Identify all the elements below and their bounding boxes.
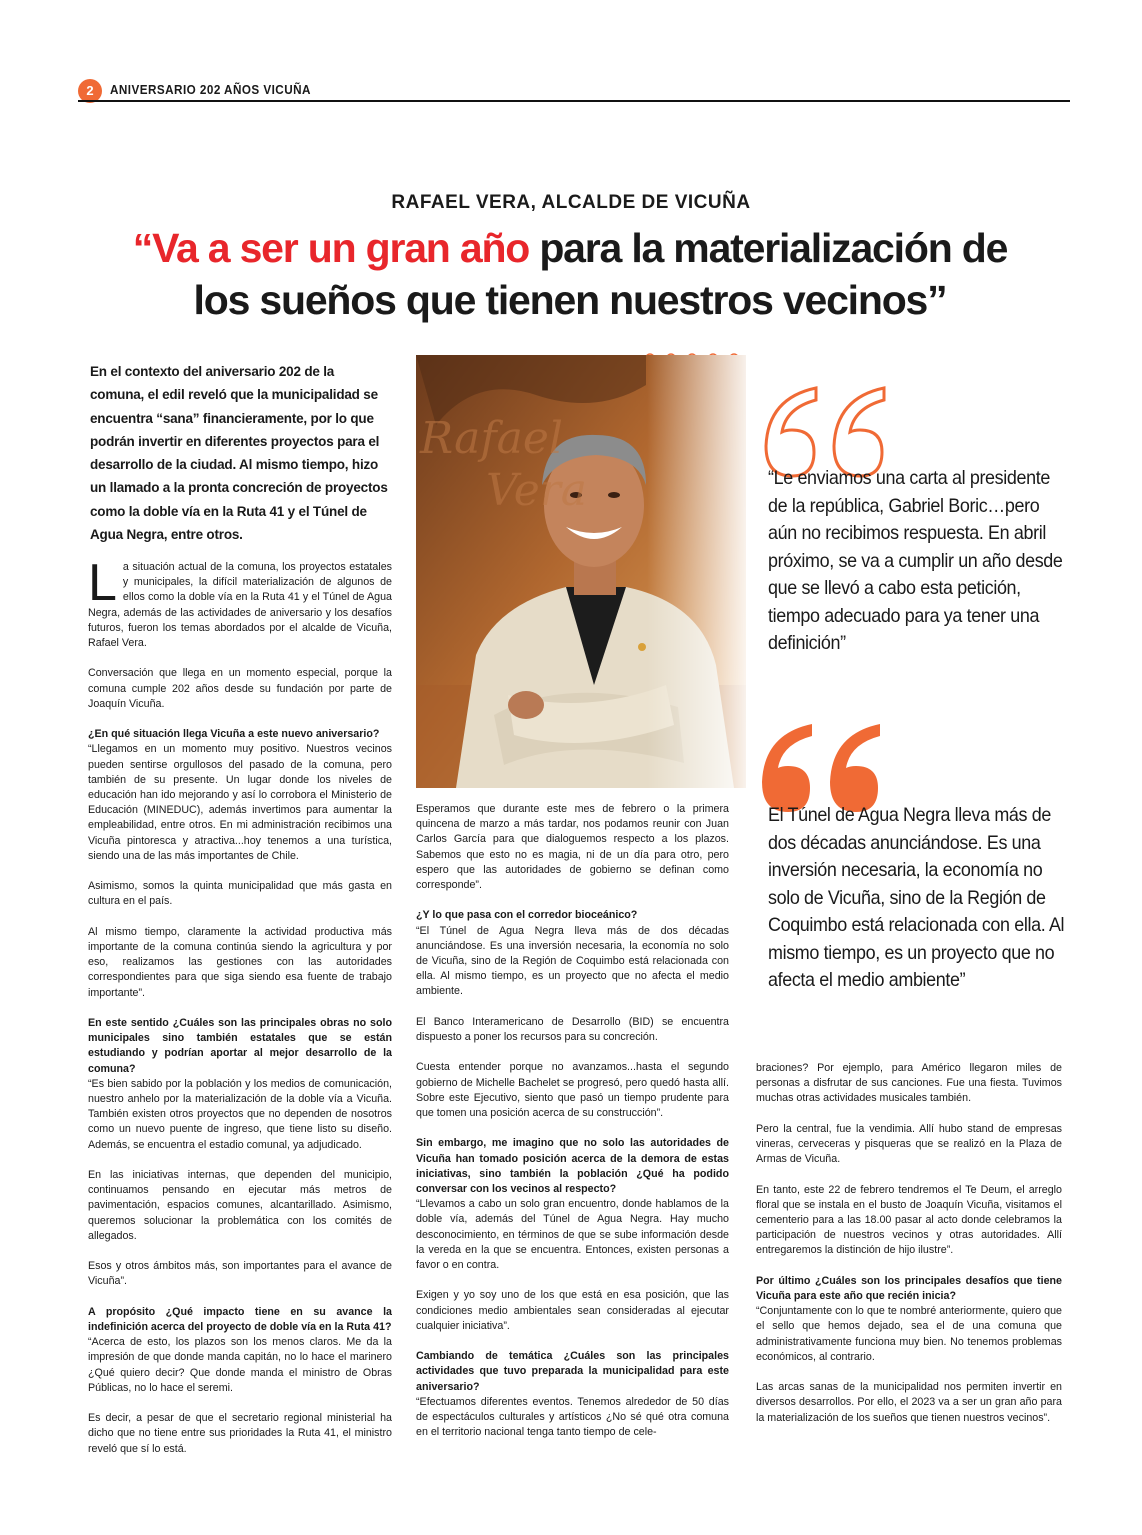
paragraph: Exigen y yo soy uno de los que está en esa posición, que las condiciones medio ambientales sean consideradas al ejecutar cualquier iniciativa”. bbox=[416, 1289, 729, 1332]
page-number: 2 bbox=[78, 79, 102, 103]
portrait-photo bbox=[416, 355, 746, 788]
interview-block bbox=[88, 727, 392, 864]
paragraph: Las arcas sanas de la municipalidad nos permiten invertir en diversos desarrollos. Por ello, el 2023 va a ser un gran año para la materialización de los sueños que tienen nuestros vecinos”. bbox=[756, 1381, 1062, 1424]
interview-answer: “Conjuntamente con lo que te nombré anteriormente, quiero que el sello que hemos dejado, sea el de una comuna que administrativamente funciona muy bien. No tenemos problemas económicos, al contrario. bbox=[756, 1305, 1062, 1363]
drop-cap: L bbox=[88, 554, 117, 612]
paragraph-text: a situación actual de la comuna, los proyectos estatales y municipales, la difícil materialización de algunos de ellos como la doble vía en la Ruta 41 y el Túnel de Agua Negra, además de las actividades de aniversario y los desafíos futuros, fueron los temas abordados por el alcalde de Vicuña, Rafael Vera. bbox=[88, 561, 392, 650]
article-column-1 bbox=[88, 554, 392, 1472]
paragraph: Es decir, a pesar de que el secretario regional ministerial ha dicho que no tiene entre sus prioridades la Ruta 41, el ministro reveló que sí lo está. bbox=[88, 1412, 392, 1455]
interview-answer: “Es bien sabido por la población y los medios de comunicación, nuestro anhelo por la materialización de la doble vía a Vicuña. También existen otros proyectos que no dependen de nosotros como un nuevo puente de ingreso, que tiene listo su diseño. Además, se encuentra el estadio comunal, ya adjudicado. bbox=[88, 1077, 392, 1151]
paragraph bbox=[88, 554, 392, 651]
interview-block bbox=[88, 1016, 392, 1153]
interview-answer: “Acerca de esto, los plazos son los menos claros. Me da la impresión de que donde manda capitán, no lo hace el marinero ¿Qué quiero decir? Que donde manda el ministro de Obras Públicas, no lo hace el seremi. bbox=[88, 1336, 392, 1394]
interview-question: Por último ¿Cuáles son los principales desafíos que tiene Vicuña para este año que recién inicia? bbox=[756, 1274, 1062, 1302]
interview-answer: “Llegamos en un momento muy positivo. Nuestros vecinos pueden sentirse orgullosos del pasado de la comuna, pero también de su presente. Un lugar donde los niveles de educación han ido mejorando y así lo corrobora el Ministerio de Educación (MINEDUC), además invertimos para aumentar la empleabilidad, entre otros. En mi administración recibimos una Vicuña pintoresca y atractiva...hoy tenemos a una turística, siendo una de las más importantes de Chile. bbox=[88, 743, 392, 862]
interview-answer: “Llevamos a cabo un solo gran encuentro, donde hablamos de la doble vía, además del Túnel de Agua Negra. Hay mucho desconocimiento, en términos de que se sube información desde la vereda en la que se encuentra. Entonces, existen personas a favor o en contra. bbox=[416, 1198, 729, 1272]
headline-highlight: “Va a ser un gran año bbox=[132, 225, 530, 271]
headline-rest-line1: para la materialización de bbox=[529, 225, 1008, 271]
paragraph: El Banco Interamericano de Desarrollo (BID) se encuentra dispuesto a poner los recursos para su concreción. bbox=[416, 1015, 729, 1044]
article-column-2 bbox=[416, 802, 729, 1456]
interview-question: Sin embargo, me imagino que no solo las autoridades de Vicuña han tomado posición acerca de la demora de estas iniciativas, sino también la población ¿Qué ha podido conversar con los vecinos al respecto? bbox=[416, 1137, 729, 1196]
paragraph: Asimismo, somos la quinta municipalidad que más gasta en cultura en el país. bbox=[88, 880, 392, 908]
interview-question: A propósito ¿Qué impacto tiene en su avance la indefinición acerca del proyecto de doble vía en la Ruta 41? bbox=[88, 1305, 392, 1334]
article-headline bbox=[60, 222, 1080, 326]
article-kicker: RAFAEL VERA, ALCALDE DE VICUÑA bbox=[391, 192, 751, 213]
interview-block bbox=[756, 1274, 1062, 1365]
interview-question: ¿En qué situación llega Vicuña a este nuevo aniversario? bbox=[88, 728, 380, 741]
paragraph: En tanto, este 22 de febrero tendremos el Te Deum, el arreglo floral que se instala en el busto de Joaquín Vicuña, visitamos el cementerio para a las 18.00 pasar al acto donde celebramos la participación de nuestros vecinos y otras autoridades. Allí entregaremos la distinción de hijo ilustre”. bbox=[756, 1183, 1062, 1257]
interview-block bbox=[416, 1136, 729, 1273]
header-rule bbox=[78, 100, 1070, 102]
paragraph: Esperamos que durante este mes de febrero o la primera quincena de marzo a más tardar, nos podamos reunir con Juan Carlos García para que dialoguemos respecto a los plazos. Sabemos que esto no es magia, ni de un día para otro, pero espero que las autoridades de gobierno se definan como corresponde”. bbox=[416, 803, 729, 892]
pull-quote-2: El Túnel de Agua Negra lleva más de dos décadas anunciándose. Es una inversión necesaria, la economía no solo de Vicuña, sino de la Región de Coquimbo está relacionada con ella. Al mismo tiempo, es un proyecto que no afecta el medio ambiente” bbox=[768, 804, 1065, 991]
paragraph: Pero la central, fue la vendimia. Allí hubo stand de empresas vineras, cerveceras y pisqueras que se realizó en la Plaza de Armas de Vicuña. bbox=[756, 1122, 1062, 1166]
paragraph: Al mismo tiempo, claramente la actividad productiva más importante de la comuna continúa siendo la agricultura y por eso, realizamos las gestiones con las autoridades correspondientes para que siga siendo esa fuente de trabajo importante”. bbox=[88, 925, 392, 999]
article-lead: En el contexto del aniversario 202 de la comuna, el edil reveló que la municipalidad se encuentra “sana” financieramente, por lo que podrán invertir en diferentes proyectos para el desarrollo de la ciudad. Al mismo tiempo, hizo un llamado a la pronta concreción de proyectos como la doble vía en la Ruta 41 y el Túnel de Agua Negra, entre otros. bbox=[90, 364, 388, 543]
interview-block bbox=[416, 908, 729, 999]
section-label: ANIVERSARIO 202 AÑOS VICUÑA bbox=[110, 82, 311, 97]
interview-block bbox=[88, 1305, 392, 1396]
interview-question: ¿Y lo que pasa con el corredor bioceánico? bbox=[416, 909, 638, 922]
interview-question: En este sentido ¿Cuáles son las principales obras no solo municipales sino también estatales que se están estudiando y podrían aportar al mejor desarrollo de la comuna? bbox=[88, 1017, 392, 1075]
interview-block bbox=[416, 1349, 729, 1440]
interview-answer: “Efectuamos diferentes eventos. Tenemos alrededor de 50 días de espectáculos culturales y artísticos ¿No sé qué otra comuna en el territorio nacional tenga tanto tiempo de cele- bbox=[416, 1395, 729, 1439]
article-column-3 bbox=[756, 1061, 1062, 1441]
paragraph: Cuesta entender porque no avanzamos...hasta el segundo gobierno de Michelle Bachelet se progresó, pero quedó hasta allí. Sobre este Ejecutivo, siento que pasó un tiempo prudente para que tomen una posición acerca de su construcción”. bbox=[416, 1061, 729, 1120]
headline-line2: los sueños que tienen nuestros vecinos” bbox=[193, 277, 947, 323]
interview-question: Cambiando de temática ¿Cuáles son las principales actividades que tuvo preparada la municipalidad para este aniversario? bbox=[416, 1350, 729, 1393]
pull-quote-1: “Le enviamos una carta al presidente de la república, Gabriel Boric…pero aún no recibimos respuesta. En abril próximo, se va a cumplir un año desde que se llevó a cabo esta petición, tiempo adecuado para ya tener una definición” bbox=[768, 467, 1063, 654]
signature-last-name: Vera bbox=[486, 465, 588, 516]
signature-first-name: Rafael bbox=[420, 413, 563, 464]
paragraph: braciones? Por ejemplo, para Américo llegaron miles de personas a disfrutar de sus canciones. Fue una fiesta. Tuvimos muchas otras actividades musicales también. bbox=[756, 1062, 1062, 1105]
interview-answer: “El Túnel de Agua Negra lleva más de dos décadas anunciándose. Es una inversión necesaria, la economía no solo de Vicuña, sino de la Región de Coquimbo está relacionada con ella. Al mismo tiempo, es un proyecto que no afecta el medio ambiente. bbox=[416, 924, 729, 998]
paragraph: Conversación que llega en un momento especial, porque la comuna cumple 202 años desde su fundación por parte de Joaquín Vicuña. bbox=[88, 667, 392, 710]
paragraph: Esos y otros ámbitos más, son importantes para el avance de Vicuña”. bbox=[88, 1260, 392, 1288]
paragraph: En las iniciativas internas, que dependen del municipio, continuamos pensando en ejecutar más metros de pavimentación, espacios comunes, alcantarillado. Asimismo, queremos solucionar la problemática con los comités de allegados. bbox=[88, 1169, 392, 1242]
